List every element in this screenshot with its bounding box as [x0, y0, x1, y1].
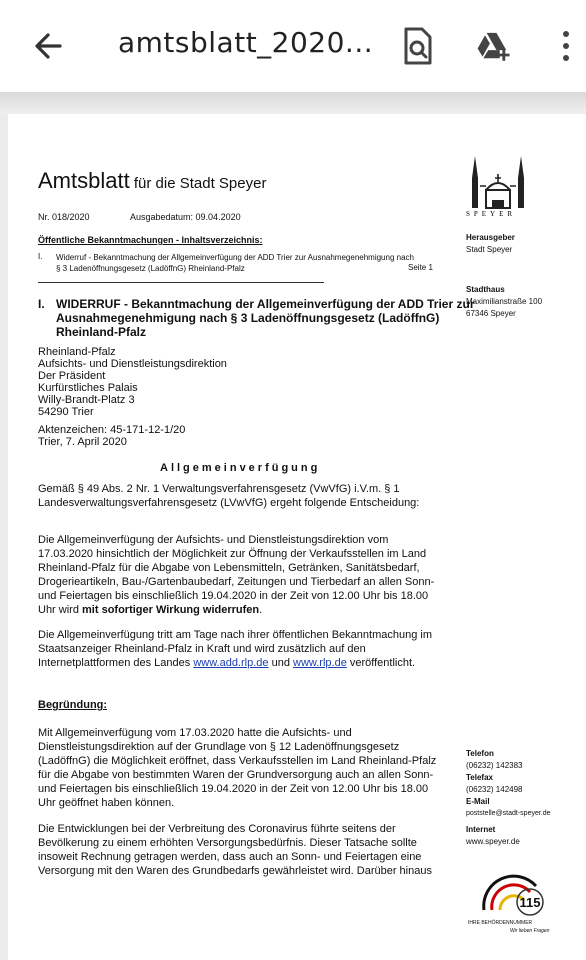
divider — [38, 282, 324, 283]
speyer-logo-text: SPEYER — [466, 210, 517, 218]
paragraph-reasoning-1: Mit Allgemeinverfügung vom 17.03.2020 hatte die Aufsichts- und Dienstleistungsdirektion auf der Grundlage von § 12 Ladenöffnungsgesetz (LadöffnG) die Möglichkeit eröffnet, dass Verkaufsstellen im Land Rheinland-Pfalz für die Abgabe von bestimmten Waren der Grundversorgung auch an allen Sonn- und Feiertagen bis einschließlich 19.04.2020 in der Zeit von 12.00 Uhr bis 18.00 Uhr geöffnet haben können. — [38, 727, 437, 809]
file-reference: Aktenzeichen: 45-171-12-1/20 Trier, 7. April 2020 — [38, 424, 186, 448]
logo-115-tagline: IHRE BEHÖRDENNUMMER — [468, 920, 533, 926]
section-heading: WIDERRUF - Bekanntmachung der Allgemeinverfügung der ADD Trier zur Ausnahmegenehmigung nach § 3 Ladenöffnungsgesetz (LadöffnG) Rheinland-Pfalz — [56, 297, 475, 339]
toolbar-shadow — [0, 92, 586, 114]
more-vert-icon[interactable] — [556, 26, 576, 66]
paragraph-reasoning-2: Die Entwicklungen bei der Verbreitung des Coronavirus führte seitens der Bevölkerung zu einem erhöhten Versorgungsbedürfnis. Dieser Tatsache sollte insoweit Rechnung getragen werden, dass auch an Sonn- und Feiertagen eine Versorgung mit den Waren des Grundbedarfs gewährleistet wird. Darüber hinaus — [38, 823, 432, 877]
speyer-cathedral-logo — [464, 148, 532, 212]
section-number: I. — [38, 297, 45, 311]
logo-115-slogan: Wir lieben Fragen — [510, 928, 550, 934]
decree-heading: Allgemeinverfügung — [160, 462, 321, 474]
issue-number: Nr. 018/2020 — [38, 212, 90, 222]
find-in-document-icon[interactable] — [400, 26, 436, 66]
contact-block: Telefon (06232) 142383 Telefax (06232) 142498 E-Mail poststelle@stadt-speyer.de Internet www.speyer.de — [466, 749, 551, 846]
sender-address: Rheinland-Pfalz Aufsichts- und Dienstleistungsdirektion Der Präsident Kurfürstliches Palais Willy-Brandt-Platz 3 54290 Trier — [38, 346, 227, 418]
document-title: amtsblatt_2020... — [118, 26, 374, 59]
link-rlp[interactable]: www.rlp.de — [293, 657, 347, 669]
address-block: Stadthaus Maximilianstraße 100 67346 Speyer — [466, 285, 543, 318]
paragraph-revocation: Die Allgemeinverfügung der Aufsichts- und Dienstleistungsdirektion vom 17.03.2020 hinsichtlich der Möglichkeit zur Öffnung der Verkaufsstellen im Land Rheinland-Pfalz für die Abgabe von Lebensmitteln, Getränken, Sanitätsbedarf, Drogerieartikeln, Bau-/Gartenbaubedarf, Zeitungen und Tierbedarf an allen Sonn- und Feiertagen bis einschließlich 19.04.2020 in der Zeit von 12.00 Uhr bis 18.00 Uhr wird mit sofortiger Wirkung widerrufen. — [38, 534, 435, 616]
pdf-page[interactable] — [8, 114, 586, 960]
behoerdennummer-115-logo — [464, 862, 574, 936]
toc-item-text: Widerruf - Bekanntmachung der Allgemeinverfügung der ADD Trier zur Ausnahmegenehmigung nach § 3 Ladenöffnungsgesetz (LadöffnG) Rheinland-Pfalz — [56, 253, 414, 273]
reasoning-heading: Begründung: — [38, 699, 108, 711]
paragraph-legal-basis: Gemäß § 49 Abs. 2 Nr. 1 Verwaltungsverfahrensgesetz (VwVfG) i.V.m. § 1 Landesverwaltungsverfahrensgesetz (LVwVfG) ergeht folgende Entscheidung: — [38, 483, 420, 509]
add-to-drive-icon[interactable] — [476, 26, 512, 66]
issue-date: Ausgabedatum: 09.04.2020 — [130, 212, 241, 222]
toc-heading: Öffentliche Bekanntmachungen - Inhaltsverzeichnis: — [38, 235, 263, 245]
app-bar — [0, 0, 586, 92]
paragraph-effective: Die Allgemeinverfügung tritt am Tage nach ihrer öffentlichen Bekanntmachung im Staatsanzeiger Rheinland-Pfalz in Kraft und wird zusätzlich auf den Internetplattformen des Landes www.add.rlp.de und www.rlp.de veröffentlicht. — [38, 629, 432, 669]
doc-title: Amtsblatt für die Stadt Speyer — [38, 168, 267, 193]
logo-115-number: 115 — [519, 895, 541, 910]
toc-item-page: Seite 1 — [408, 263, 433, 272]
link-add-rlp[interactable]: www.add.rlp.de — [193, 657, 269, 669]
publisher-block: Herausgeber Stadt Speyer — [466, 233, 515, 254]
back-arrow-icon[interactable] — [30, 28, 66, 64]
toc-item-number: I. — [38, 252, 43, 261]
